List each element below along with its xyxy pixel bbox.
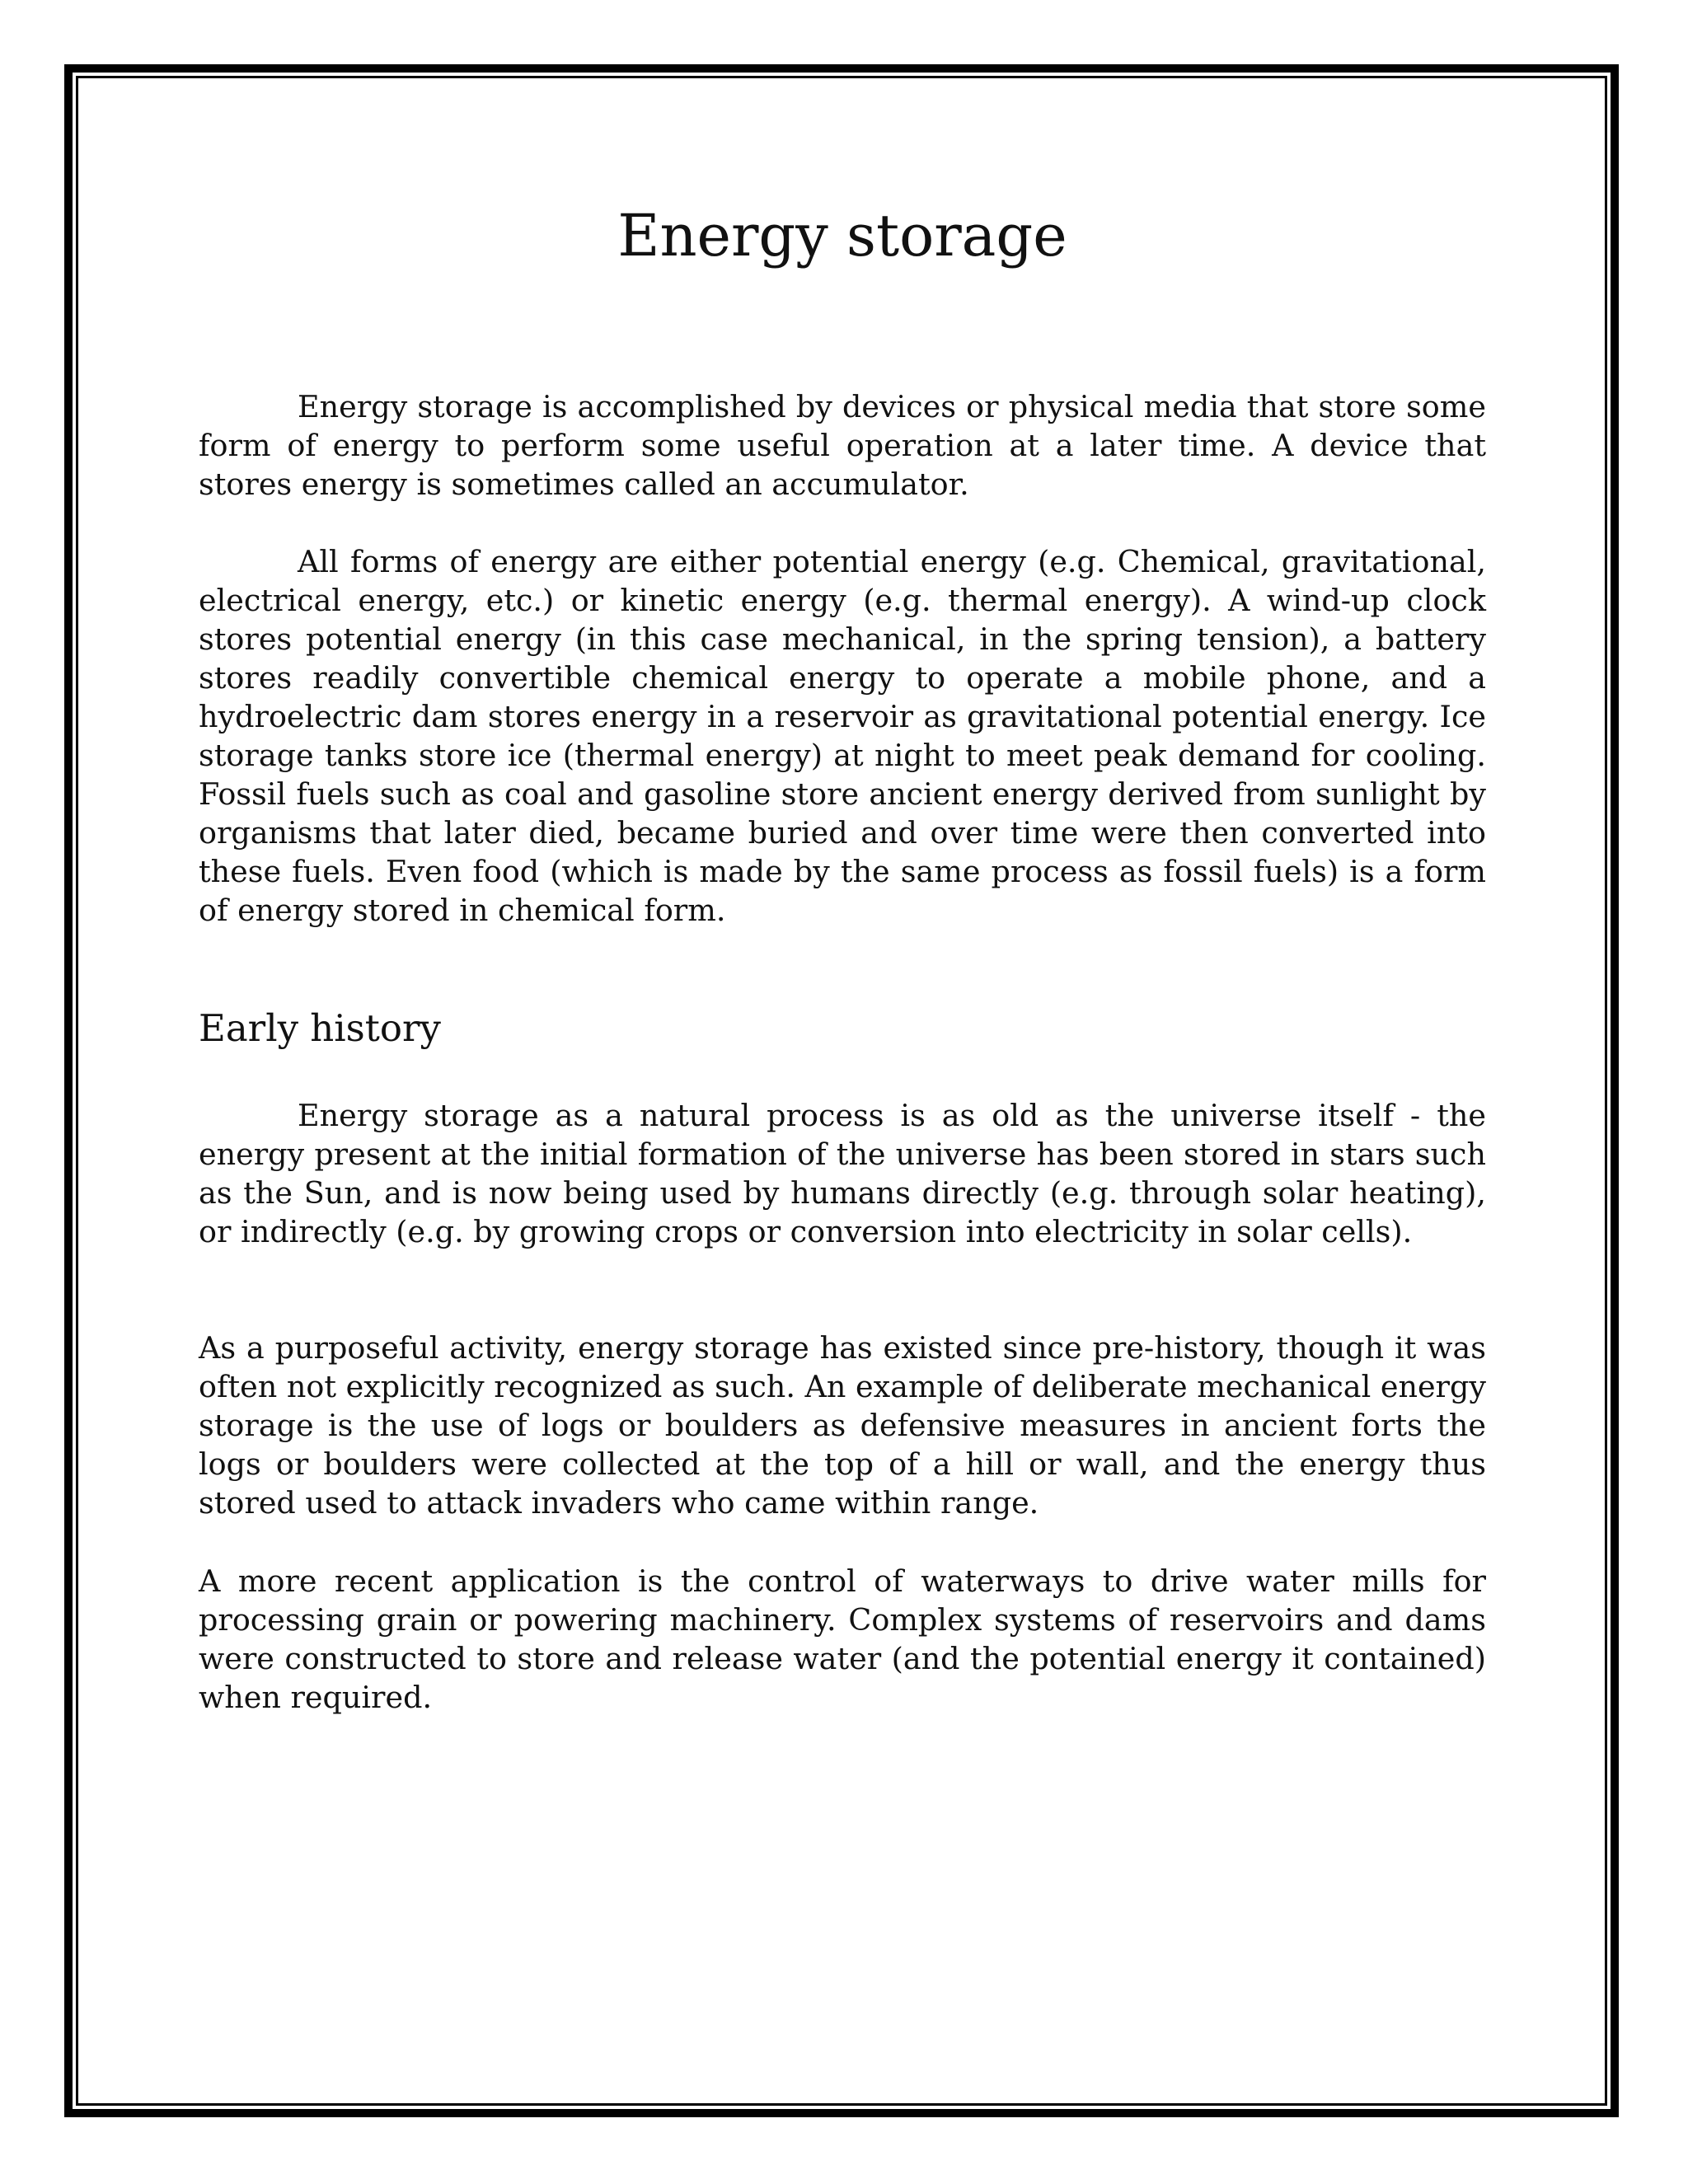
intro-paragraph-1: Energy storage is accomplished by devices or physical media that store some form of energy to perform some useful operation at a later time. A device that stores energy is sometimes called an accumulator. — [199, 389, 1486, 502]
document-title: Energy storage — [617, 202, 1067, 269]
history-paragraph-2: As a purposeful activity, energy storage has existed since pre-history, though it was often not explicitly recognized as such. An example of deliberate mechanical energy storage is the use of logs or boulders as defensive measures in ancient forts the logs or boulders were collected at the top of a hill or wall, and the energy thus stored used to attack invaders who came within range. — [199, 1330, 1486, 1521]
intro-paragraph-2: All forms of energy are either potential energy (e.g. Chemical, gravitational, electrical energy, etc.) or kinetic energy (e.g. thermal energy). A wind-up clock stores potential energy (in this case mechanical, in the spring tension), a battery stores readily convertible chemical energy to operate a mobile phone, and a hydroelectric dam stores energy in a reservoir as gravitational potential energy. Ice storage tanks store ice (thermal energy) at night to meet peak demand for cooling. Fossil fuels such as coal and gasoline store ancient energy derived from sunlight by organisms that later died, became buried and over time were then converted into these fuels. Even food (which is made by the same process as fossil fuels) is a form of energy stored in chemical form. — [199, 544, 1486, 928]
section-heading-early-history: Early history — [199, 1006, 441, 1050]
page-border-inner — [76, 76, 1607, 2106]
history-paragraph-3: A more recent application is the control of waterways to drive water mills for processing grain or powering machinery. Complex systems of reservoirs and dams were constructed to store and release water (and the potential energy it contained) when required. — [199, 1563, 1486, 1715]
history-paragraph-1: Energy storage as a natural process is as old as the universe itself - the energy present at the initial formation of the universe has been stored in stars such as the Sun, and is now being used by humans directly (e.g. through solar heating), or indirectly (e.g. by growing crops or conversion into electricity in solar cells). — [199, 1098, 1486, 1249]
